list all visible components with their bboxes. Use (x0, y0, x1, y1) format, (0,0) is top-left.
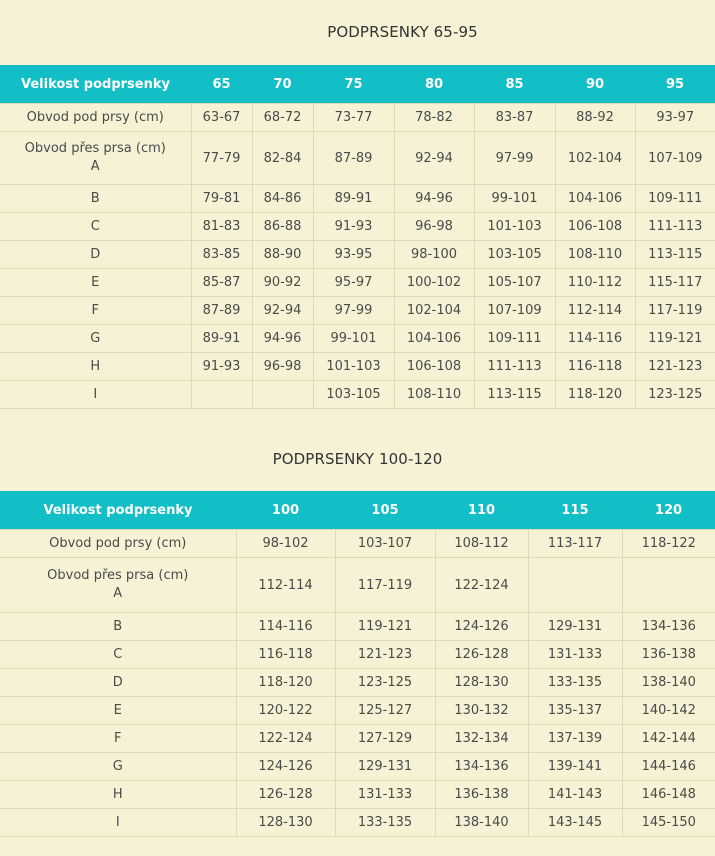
table-cell: 133-135 (528, 669, 622, 697)
table-cell: 96-98 (394, 213, 474, 241)
header-size-cell: 115 (528, 491, 622, 530)
table-cell: 109-111 (635, 185, 715, 213)
table-cell: 77-79 (191, 132, 252, 185)
row-label-cell: H (0, 353, 191, 381)
header-size-cell: 100 (236, 491, 335, 530)
row-label-cell: F (0, 725, 236, 753)
table-cell: 124-126 (236, 753, 335, 781)
table-cell: 87-89 (313, 132, 394, 185)
row-label-cell: B (0, 613, 236, 641)
table-cell: 91-93 (313, 213, 394, 241)
table-cell: 132-134 (435, 725, 528, 753)
table-cell: 119-121 (635, 325, 715, 353)
table-cell: 112-114 (555, 297, 635, 325)
table-cell: 91-93 (191, 353, 252, 381)
table-cell: 114-116 (236, 613, 335, 641)
table-cell: 123-125 (335, 669, 435, 697)
table-row (0, 104, 715, 132)
table-cell: 106-108 (555, 213, 635, 241)
table-row (0, 297, 715, 325)
table-cell: 119-121 (335, 613, 435, 641)
table-cell: 81-83 (191, 213, 252, 241)
table-cell: 86-88 (252, 213, 313, 241)
table-cell: 95-97 (313, 269, 394, 297)
table-header-row (0, 491, 715, 530)
row-label-cell: Obvod pod prsy (cm) (0, 104, 191, 132)
row-label-cell: D (0, 241, 191, 269)
table-cell: 138-140 (622, 669, 715, 697)
table-cell: 145-150 (622, 809, 715, 837)
table-row (0, 185, 715, 213)
table-cell: 102-104 (394, 297, 474, 325)
table-cell: 84-86 (252, 185, 313, 213)
table-cell: 139-141 (528, 753, 622, 781)
table-header-row (0, 65, 715, 104)
table-cell: 108-110 (394, 381, 474, 409)
table-cell (191, 381, 252, 409)
table-cell: 101-103 (474, 213, 555, 241)
table-cell: 146-148 (622, 781, 715, 809)
row-label-cell: Obvod pod prsy (cm) (0, 530, 236, 558)
table-cell: 131-133 (335, 781, 435, 809)
table-cell: 100-102 (394, 269, 474, 297)
header-size-cell: 120 (622, 491, 715, 530)
table-row (0, 353, 715, 381)
row-label-cell: C (0, 641, 236, 669)
table-cell: 63-67 (191, 104, 252, 132)
section-title-100-120: PODPRSENKY 100-120 (272, 450, 443, 468)
table-cell: 112-114 (236, 558, 335, 613)
table-cell: 111-113 (635, 213, 715, 241)
table-row (0, 781, 715, 809)
table-cell: 116-118 (236, 641, 335, 669)
table-row (0, 241, 715, 269)
table-cell: 103-105 (474, 241, 555, 269)
table-cell: 118-122 (622, 530, 715, 558)
table-cell: 126-128 (435, 641, 528, 669)
table-cell: 128-130 (435, 669, 528, 697)
table-cell: 83-85 (191, 241, 252, 269)
table-cell: 73-77 (313, 104, 394, 132)
table-cell: 113-115 (635, 241, 715, 269)
table-cell: 108-110 (555, 241, 635, 269)
table-row (0, 558, 715, 613)
table-cell: 122-124 (435, 558, 528, 613)
table-cell: 92-94 (394, 132, 474, 185)
table-cell: 82-84 (252, 132, 313, 185)
table-cell: 142-144 (622, 725, 715, 753)
table-cell: 126-128 (236, 781, 335, 809)
table-row (0, 753, 715, 781)
table-cell: 138-140 (435, 809, 528, 837)
table-cell: 121-123 (635, 353, 715, 381)
table-cell: 96-98 (252, 353, 313, 381)
table-cell: 133-135 (335, 809, 435, 837)
table-cell: 99-101 (313, 325, 394, 353)
table-row (0, 725, 715, 753)
table-cell: 98-102 (236, 530, 335, 558)
table-cell: 123-125 (635, 381, 715, 409)
table-cell: 107-109 (474, 297, 555, 325)
table-cell (528, 558, 622, 613)
table-cell: 94-96 (394, 185, 474, 213)
header-size-cell: 95 (635, 65, 715, 104)
table-cell: 113-115 (474, 381, 555, 409)
row-label-cell: B (0, 185, 191, 213)
table-row (0, 641, 715, 669)
header-size-cell: 105 (335, 491, 435, 530)
table-row (0, 269, 715, 297)
table-cell: 116-118 (555, 353, 635, 381)
table-cell: 93-95 (313, 241, 394, 269)
header-label-cell: Velikost podprsenky (0, 491, 236, 530)
table-cell: 83-87 (474, 104, 555, 132)
row-label-cell: Obvod přes prsa (cm) A (0, 132, 191, 185)
section-title-65-95: PODPRSENKY 65-95 (327, 23, 478, 41)
table-cell: 101-103 (313, 353, 394, 381)
header-size-cell: 90 (555, 65, 635, 104)
header-size-cell: 80 (394, 65, 474, 104)
table-cell: 143-145 (528, 809, 622, 837)
table-cell: 118-120 (555, 381, 635, 409)
table-row (0, 213, 715, 241)
table-cell: 108-112 (435, 530, 528, 558)
row-label-cell: E (0, 269, 191, 297)
row-label-cell: E (0, 697, 236, 725)
table-cell: 79-81 (191, 185, 252, 213)
table-cell: 97-99 (313, 297, 394, 325)
table-cell: 88-90 (252, 241, 313, 269)
table-row (0, 325, 715, 353)
table-cell: 124-126 (435, 613, 528, 641)
table-row (0, 530, 715, 558)
table-row (0, 613, 715, 641)
row-label-cell: F (0, 297, 191, 325)
header-size-cell: 70 (252, 65, 313, 104)
table-cell: 130-132 (435, 697, 528, 725)
table-row (0, 381, 715, 409)
size-table-100-120 (0, 491, 715, 837)
table-cell: 140-142 (622, 697, 715, 725)
row-label-cell: I (0, 381, 191, 409)
table-cell: 129-131 (335, 753, 435, 781)
header-size-cell: 75 (313, 65, 394, 104)
table-cell: 104-106 (555, 185, 635, 213)
table-cell: 68-72 (252, 104, 313, 132)
table-cell: 88-92 (555, 104, 635, 132)
row-label-cell: H (0, 781, 236, 809)
table-cell: 125-127 (335, 697, 435, 725)
table-cell: 129-131 (528, 613, 622, 641)
table-cell: 136-138 (622, 641, 715, 669)
table-cell: 136-138 (435, 781, 528, 809)
row-label-cell: G (0, 325, 191, 353)
table-cell: 118-120 (236, 669, 335, 697)
header-label-cell: Velikost podprsenky (0, 65, 191, 104)
table-cell: 104-106 (394, 325, 474, 353)
table-cell: 87-89 (191, 297, 252, 325)
header-size-cell: 65 (191, 65, 252, 104)
table-cell: 117-119 (635, 297, 715, 325)
table-cell: 110-112 (555, 269, 635, 297)
table-cell: 93-97 (635, 104, 715, 132)
table-cell: 103-107 (335, 530, 435, 558)
table-cell (252, 381, 313, 409)
table-row (0, 809, 715, 837)
size-table-65-95 (0, 65, 715, 409)
table-row (0, 669, 715, 697)
table-cell: 99-101 (474, 185, 555, 213)
table-cell: 107-109 (635, 132, 715, 185)
table-cell: 128-130 (236, 809, 335, 837)
row-label-cell: D (0, 669, 236, 697)
header-size-cell: 110 (435, 491, 528, 530)
table-cell: 134-136 (622, 613, 715, 641)
table-cell: 113-117 (528, 530, 622, 558)
table-row (0, 697, 715, 725)
row-label-cell: G (0, 753, 236, 781)
table-cell: 111-113 (474, 353, 555, 381)
table-cell: 134-136 (435, 753, 528, 781)
table-cell: 105-107 (474, 269, 555, 297)
table-cell: 127-129 (335, 725, 435, 753)
table-cell: 103-105 (313, 381, 394, 409)
table-cell: 122-124 (236, 725, 335, 753)
row-label-cell: C (0, 213, 191, 241)
table-cell: 135-137 (528, 697, 622, 725)
table-cell: 114-116 (555, 325, 635, 353)
table-cell: 117-119 (335, 558, 435, 613)
table-cell (622, 558, 715, 613)
table-cell: 102-104 (555, 132, 635, 185)
table-cell: 94-96 (252, 325, 313, 353)
table-cell: 90-92 (252, 269, 313, 297)
table-cell: 97-99 (474, 132, 555, 185)
header-size-cell: 85 (474, 65, 555, 104)
table-cell: 92-94 (252, 297, 313, 325)
table-cell: 137-139 (528, 725, 622, 753)
row-label-cell: Obvod přes prsa (cm) A (0, 558, 236, 613)
table-cell: 89-91 (313, 185, 394, 213)
table-cell: 85-87 (191, 269, 252, 297)
table-cell: 131-133 (528, 641, 622, 669)
table-cell: 98-100 (394, 241, 474, 269)
table-cell: 141-143 (528, 781, 622, 809)
table-cell: 109-111 (474, 325, 555, 353)
table-cell: 78-82 (394, 104, 474, 132)
table-cell: 121-123 (335, 641, 435, 669)
table-cell: 144-146 (622, 753, 715, 781)
table-cell: 120-122 (236, 697, 335, 725)
table-cell: 106-108 (394, 353, 474, 381)
table-row (0, 132, 715, 185)
row-label-cell: I (0, 809, 236, 837)
table-cell: 115-117 (635, 269, 715, 297)
table-cell: 89-91 (191, 325, 252, 353)
